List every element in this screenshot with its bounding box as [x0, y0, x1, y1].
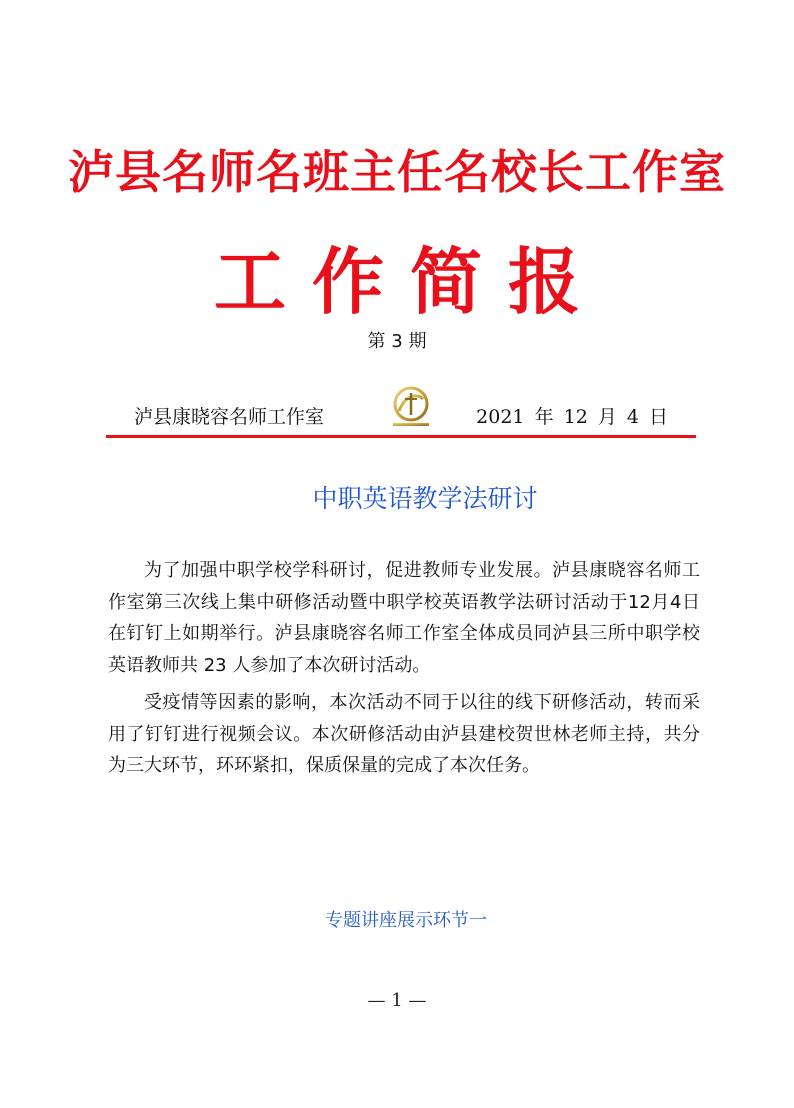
- issue-number: 第 3 期: [367, 331, 427, 352]
- paragraph-1: 为了加强中职学校学科研讨，促进教师专业发展。泸县康晓容名师工作室第三次线上集中研修活动暨中职学校英语教学法研讨活动于12月4日在钉钉上如期举行。泸县康晓容名师工作室全体成员同泸县三所中职学校英语教师共 23 人参加了本次研讨活动。: [108, 560, 700, 676]
- article-body: [108, 555, 700, 788]
- meta-row: [106, 385, 696, 433]
- studio-name: 泸县康晓容名师工作室: [134, 406, 325, 428]
- article-title: 中职英语教学法研讨: [312, 484, 538, 513]
- header-divider: [106, 435, 696, 438]
- paragraph-2: 受疫情等因素的影响，本次活动不同于以往的线下研修活动，转而采用了钉钉进行视频会议。本次研修活动由泸县建校贺世林老师主持，共分为三大环节，环环紧扣，保质保量的完成了本次任务。: [108, 692, 700, 776]
- issue-date: 2021 年 12 月 4 日: [476, 406, 668, 428]
- org-title: 泸县名师名班主任名校长工作室: [68, 145, 726, 199]
- section-heading: 专题讲座展示环节一: [325, 910, 487, 931]
- page-number: — 1 —: [367, 990, 427, 1011]
- studio-logo-icon: [383, 385, 439, 429]
- bulletin-title: 工作简报: [213, 239, 606, 324]
